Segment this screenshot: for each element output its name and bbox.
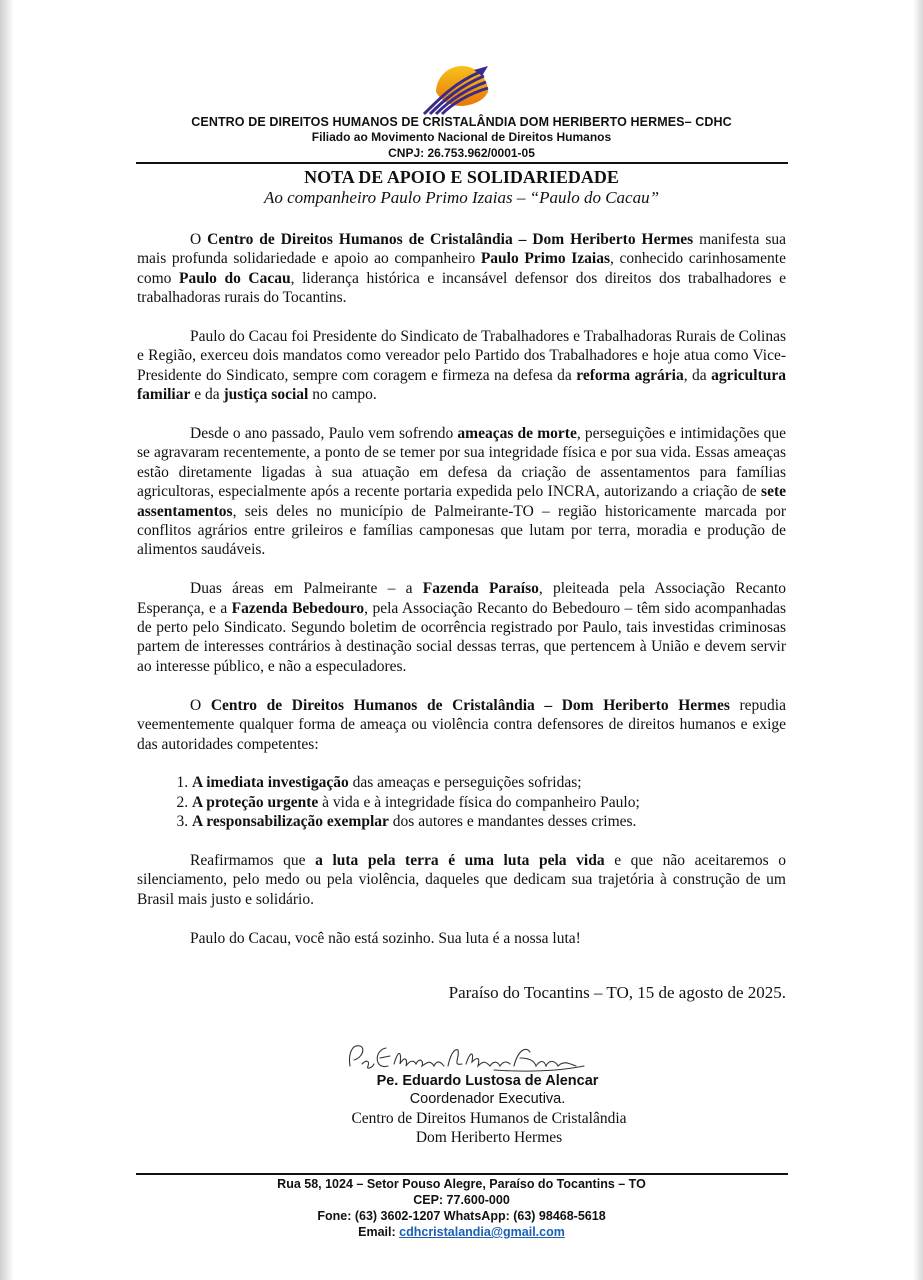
paragraph-6: Reafirmamos que a luta pela terra é uma luta pela vida e que não aceitaremos o silenciamento, pelo medo ou pela violência, daqueles que dedicam sua trajetória à construção de um Brasil mais justo e solidário. <box>137 851 786 908</box>
signatory-role: Coordenador Executiva. <box>409 1091 566 1107</box>
signatory-org-line-1: Centro de Direitos Humanos de Cristalândia <box>351 1110 627 1127</box>
affiliation-line: Filiado ao Movimento Nacional de Direitos Humanos <box>311 130 612 144</box>
list-item: 2. A proteção urgente à vida e à integridade física do companheiro Paulo; <box>192 793 786 812</box>
cdhc-logo-icon <box>422 58 498 116</box>
footer-divider <box>136 1173 788 1175</box>
email-label: Email: <box>358 1225 400 1239</box>
document-subtitle: Ao companheiro Paulo Primo Izaias – “Paulo do Cacau” <box>263 188 660 207</box>
footer-address: Rua 58, 1024 – Setor Pouso Alegre, Paraíso do Tocantins – TO <box>277 1177 646 1191</box>
org-header-line: CENTRO DE DIREITOS HUMANOS DE CRISTALÂNDIA DOM HERIBERTO HERMES– CDHC <box>191 115 732 129</box>
letter-body <box>137 230 786 967</box>
footer-email <box>0 1225 923 1239</box>
list-item: 3. A responsabilização exemplar dos autores e mandantes desses crimes. <box>192 812 786 831</box>
cnpj-line: CNPJ: 26.753.962/0001-05 <box>388 146 535 160</box>
email-link[interactable]: cdhcristalandia@gmail.com <box>399 1225 565 1239</box>
paragraph-3: Desde o ano passado, Paulo vem sofrendo ameaças de morte, perseguições e intimidações que se agravaram recentemente, a ponto de se temer por sua integridade física e por sua vida. Essas ameaças estão diretamente ligadas à sua atuação em defesa da criação de assentamentos para famílias agricultoras, especialmente após a recente portaria expedida pelo INCRA, autorizando a criação de sete assentamentos, seis deles no município de Palmeirante-TO – região historicamente marcada por conflitos agrários entre grileiros e famílias camponesas que lutam por terra, moradia e produção de alimentos saudáveis. <box>137 425 787 559</box>
signatory-name: Pe. Eduardo Lustosa de Alencar <box>376 1073 599 1089</box>
paragraph-2: Paulo do Cacau foi Presidente do Sindicato de Trabalhadores e Trabalhadoras Rurais de Colinas e Região, exerceu dois mandatos como vereador pelo Partido dos Trabalhadores e hoje atua como Vice-Presidente do Sindicato, sempre com coragem e firmeza na defesa da reforma agrária, da agricultura familiar e da justiça social no campo. <box>137 328 787 404</box>
list-item: 1. A imediata investigação das ameaças e perseguições sofridas; <box>192 773 786 792</box>
paragraph-4: Duas áreas em Palmeirante – a Fazenda Paraíso, pleiteada pela Associação Recanto Esperança, e a Fazenda Bebedouro, pela Associação Recanto do Bebedouro – têm sido acompanhadas de perto pelo Sindicato. Segundo boletim de ocorrência registrado por Paulo, tais investidas criminosas partem de interesses contrários à destinação social dessas terras, que pertencem à União e devem servir ao interesse público, e não a especuladores. <box>137 580 787 675</box>
footer-phones: Fone: (63) 3602-1207 WhatsApp: (63) 98468-5618 <box>317 1209 606 1223</box>
document-title: NOTA DE APOIO E SOLIDARIEDADE <box>304 167 619 187</box>
header-divider <box>136 162 788 164</box>
demands-list <box>137 773 786 831</box>
paragraph-1: O Centro de Direitos Humanos de Cristalândia – Dom Heriberto Hermes manifesta sua mais profunda solidariedade e apoio ao companheiro Paulo Primo Izaias, conhecido carinhosamente como Paulo do Cacau, liderança histórica e incansável defensor dos direitos dos trabalhadores e trabalhadoras rurais do Tocantins. <box>137 231 786 307</box>
place-date: Paraíso do Tocantins – TO, 15 de agosto de 2025. <box>448 983 786 1002</box>
footer-cep: CEP: 77.600-000 <box>413 1193 510 1207</box>
paragraph-7: Paulo do Cacau, você não está sozinho. Sua luta é a nossa luta! <box>190 929 581 947</box>
signatory-org-line-2: Dom Heriberto Hermes <box>415 1129 563 1146</box>
paragraph-5: O Centro de Direitos Humanos de Cristalândia – Dom Heriberto Hermes repudia veementemente qualquer forma de ameaça ou violência contra defensores de direitos humanos e exige das autoridades competentes: <box>137 696 786 753</box>
